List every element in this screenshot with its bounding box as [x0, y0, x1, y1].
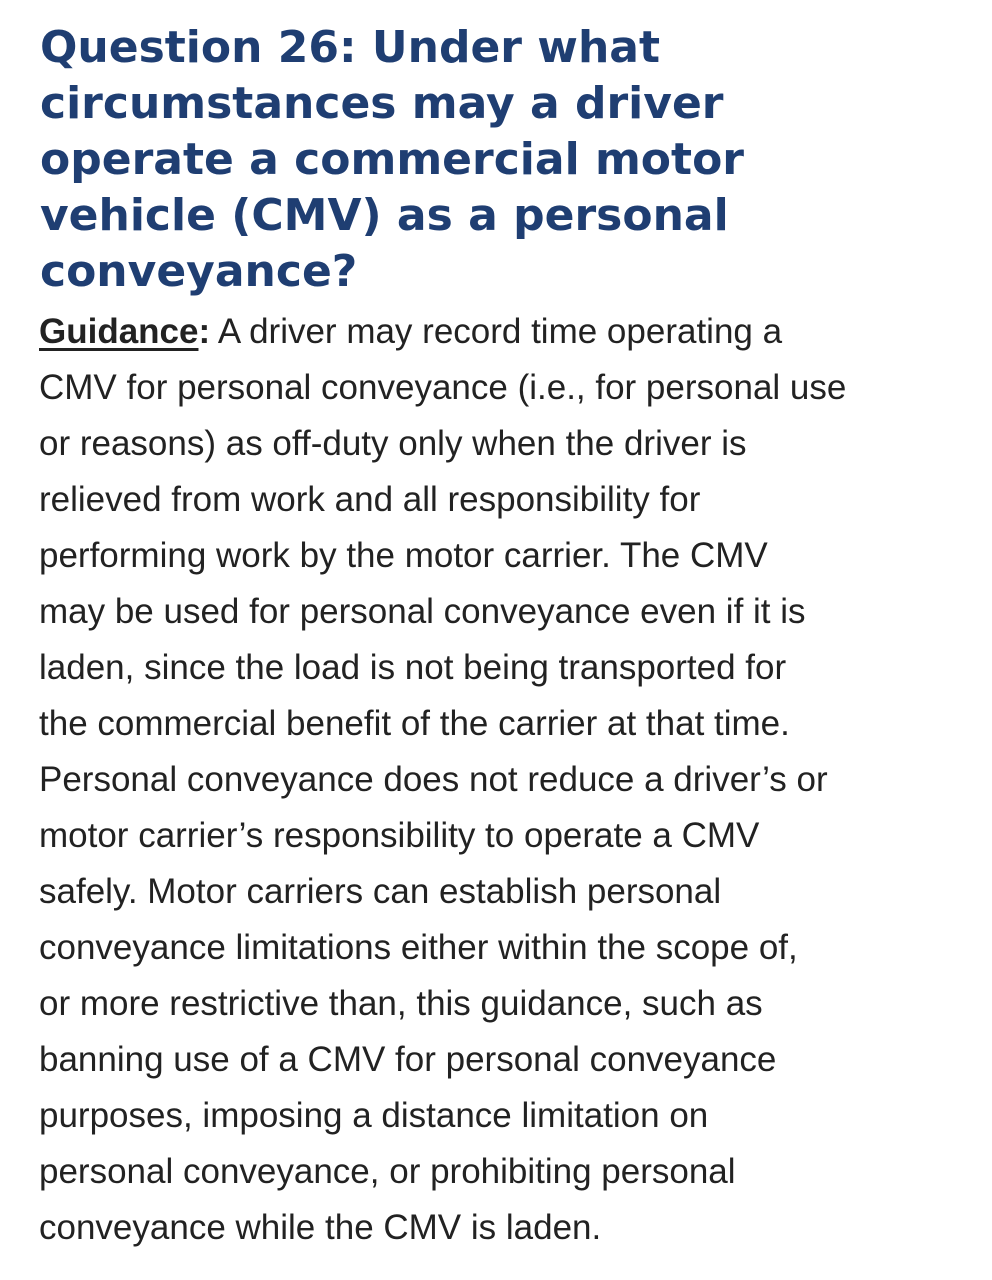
guidance-text-line: banning use of a CMV for personal conveyance — [39, 1040, 777, 1079]
guidance-text-line: may be used for personal conveyance even if it is — [39, 592, 806, 631]
guidance-text-line: or more restrictive than, this guidance, such as — [39, 984, 763, 1023]
guidance-text-line: performing work by the motor carrier. The CMV — [39, 536, 768, 575]
guidance-first-line — [39, 304, 959, 360]
guidance-text-line: laden, since the load is not being transported for — [39, 648, 787, 687]
guidance-text-line: personal conveyance, or prohibiting personal — [39, 1152, 736, 1191]
guidance-text-line: purposes, imposing a distance limitation on — [39, 1096, 709, 1135]
guidance-text-line: safely. Motor carriers can establish personal — [39, 872, 722, 911]
question-title-line: vehicle (CMV) as a personal — [40, 190, 729, 241]
guidance-text-line: conveyance limitations either within the scope of, — [39, 928, 798, 967]
guidance-text-line: A driver may record time operating a — [210, 312, 783, 351]
guidance-colon: : — [198, 312, 211, 351]
question-title-line: circumstances may a driver — [40, 78, 724, 129]
guidance-text-line: motor carrier’s responsibility to operate a CMV — [39, 816, 760, 855]
guidance-text-line: conveyance while the CMV is laden. — [39, 1208, 602, 1247]
guidance-text-line: relieved from work and all responsibility for — [39, 480, 701, 519]
guidance-label: Guidance — [39, 312, 199, 351]
guidance-body — [39, 304, 959, 1256]
question-title-line: conveyance? — [40, 246, 358, 297]
guidance-text-line: Personal conveyance does not reduce a driver’s or — [39, 760, 828, 799]
guidance-text-line: CMV for personal conveyance (i.e., for personal use — [39, 368, 847, 407]
question-title-line: Question 26: Under what — [40, 22, 660, 73]
guidance-text-line: or reasons) as off-duty only when the driver is — [39, 424, 747, 463]
guidance-text-line: the commercial benefit of the carrier at that time. — [39, 704, 790, 743]
question-title-line: operate a commercial motor — [40, 134, 744, 185]
question-title — [40, 20, 940, 300]
